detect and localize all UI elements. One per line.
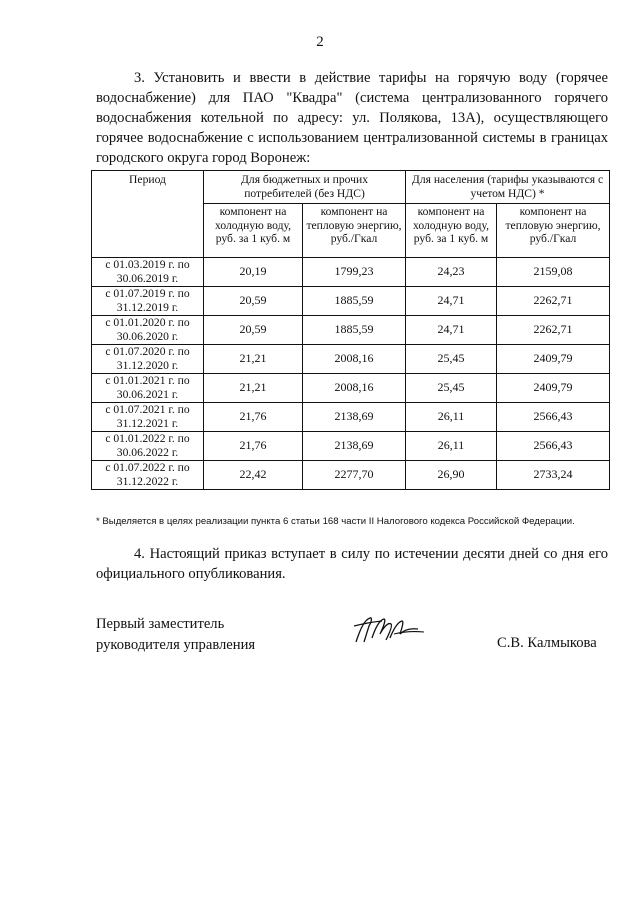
period-cell: с 01.07.2019 г. по 31.12.2019 г. <box>92 287 204 316</box>
population-header: Для населения (тарифы указываются с учетом НДС) * <box>406 171 610 204</box>
budget-consumers-header: Для бюджетных и прочих потребителей (без НДС) <box>204 171 406 204</box>
cold-water-budget-cell: 21,21 <box>204 374 303 403</box>
cold-water-population-cell: 25,45 <box>406 374 497 403</box>
heat-energy-population-cell: 2566,43 <box>497 432 610 461</box>
cold-water-population-header: компонент на холодную воду, руб. за 1 куб. м <box>406 204 497 258</box>
cold-water-budget-cell: 20,19 <box>204 258 303 287</box>
heat-energy-budget-cell: 1885,59 <box>303 316 406 345</box>
period-cell: с 01.07.2022 г. по 31.12.2022 г. <box>92 461 204 490</box>
period-header: Период <box>92 171 204 258</box>
table-row <box>92 403 610 432</box>
cold-water-population-cell: 26,11 <box>406 432 497 461</box>
signatory-title <box>96 614 255 656</box>
heat-energy-budget-cell: 1799,23 <box>303 258 406 287</box>
cold-water-budget-cell: 22,42 <box>204 461 303 490</box>
heat-energy-budget-cell: 2008,16 <box>303 345 406 374</box>
table-row <box>92 374 610 403</box>
heat-energy-population-cell: 2409,79 <box>497 345 610 374</box>
heat-energy-budget-cell: 2008,16 <box>303 374 406 403</box>
table-row <box>92 316 610 345</box>
handwritten-signature <box>350 612 430 652</box>
heat-energy-budget-cell: 2138,69 <box>303 403 406 432</box>
period-cell: с 01.07.2021 г. по 31.12.2021 г. <box>92 403 204 432</box>
heat-energy-population-cell: 2262,71 <box>497 316 610 345</box>
period-cell: с 01.03.2019 г. по 30.06.2019 г. <box>92 258 204 287</box>
period-cell: с 01.01.2020 г. по 30.06.2020 г. <box>92 316 204 345</box>
paragraph-3-tariffs-intro: 3. Установить и ввести в действие тарифы на горячую воду (горячее водоснабжение) для ПАО "Квадра" (система централизованного горячего водоснабжения котельной по адресу: ул. Полякова, 13А), осуществляющего горячее водоснабжение с использованием централизованной системы в границах городского округа город Воронеж: <box>96 70 608 166</box>
signatory-name: С.В. Калмыкова <box>497 635 597 651</box>
cold-water-population-cell: 24,71 <box>406 287 497 316</box>
heat-energy-budget-cell: 1885,59 <box>303 287 406 316</box>
heat-energy-population-header: компонент на тепловую энергию, руб./Гкал <box>497 204 610 258</box>
signatory-title-line: руководителя управления <box>96 637 256 653</box>
heat-energy-budget-cell: 2277,70 <box>303 461 406 490</box>
cold-water-budget-cell: 21,21 <box>204 345 303 374</box>
table-row <box>92 258 610 287</box>
cold-water-budget-cell: 21,76 <box>204 403 303 432</box>
heat-energy-budget-cell: 2138,69 <box>303 432 406 461</box>
cold-water-budget-cell: 20,59 <box>204 316 303 345</box>
table-row <box>92 432 610 461</box>
period-cell: с 01.01.2021 г. по 30.06.2021 г. <box>92 374 204 403</box>
period-cell: с 01.07.2020 г. по 31.12.2020 г. <box>92 345 204 374</box>
cold-water-budget-cell: 20,59 <box>204 287 303 316</box>
heat-energy-population-cell: 2159,08 <box>497 258 610 287</box>
paragraph-4-effective-date: 4. Настоящий приказ вступает в силу по истечении десяти дней со дня его официального опубликования. <box>96 546 608 582</box>
tariffs-table <box>91 170 610 490</box>
table-row <box>92 345 610 374</box>
cold-water-population-cell: 24,71 <box>406 316 497 345</box>
heat-energy-population-cell: 2262,71 <box>497 287 610 316</box>
page-number: 2 <box>316 34 324 50</box>
footnote: * Выделяется в целях реализации пункта 6 статьи 168 части II Налогового кодекса Российской Федерации. <box>96 516 575 527</box>
cold-water-population-cell: 26,11 <box>406 403 497 432</box>
heat-energy-population-cell: 2566,43 <box>497 403 610 432</box>
heat-energy-population-cell: 2409,79 <box>497 374 610 403</box>
table-row <box>92 287 610 316</box>
cold-water-population-cell: 26,90 <box>406 461 497 490</box>
cold-water-budget-header: компонент на холодную воду, руб. за 1 куб. м <box>204 204 303 258</box>
cold-water-population-cell: 25,45 <box>406 345 497 374</box>
cold-water-budget-cell: 21,76 <box>204 432 303 461</box>
heat-energy-population-cell: 2733,24 <box>497 461 610 490</box>
heat-energy-budget-header: компонент на тепловую энергию, руб./Гкал <box>303 204 406 258</box>
period-cell: с 01.01.2022 г. по 30.06.2022 г. <box>92 432 204 461</box>
cold-water-population-cell: 24,23 <box>406 258 497 287</box>
signatory-title-line: Первый заместитель <box>96 616 225 632</box>
table-row <box>92 461 610 490</box>
